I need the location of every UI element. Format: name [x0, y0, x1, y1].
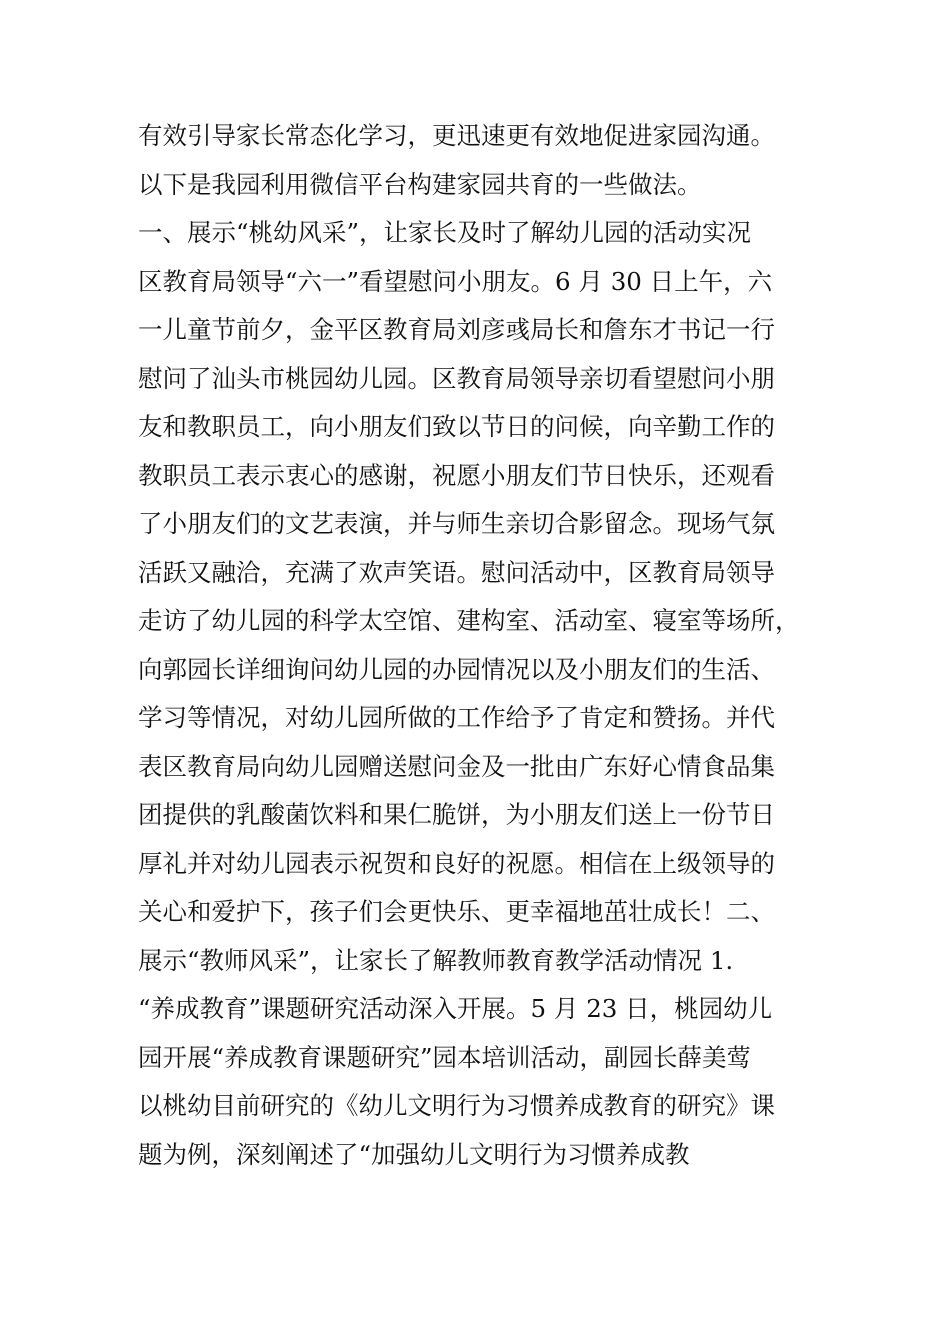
text-line: 区教育局领导“六一”看望慰问小朋友。6 月 30 日上午，六 [138, 266, 773, 296]
text-line: 一儿童节前夕，金平区教育局刘彦彧局长和詹东才书记一行 [138, 315, 775, 344]
text-line: “养成教育”课题研究活动深入开展。5 月 23 日，桃园幼儿 [138, 994, 773, 1023]
body-text [138, 112, 818, 1179]
text-line: 题为例，深刻阐述了“加强幼儿文明行为习惯养成教 [138, 1139, 690, 1169]
text-line: 向郭园长详细询问幼儿园的办园情况以及小朋友们的生活、 [138, 654, 775, 684]
text-line: 学习等情况，对幼儿园所做的工作给予了肯定和赞扬。并代 [138, 703, 775, 732]
section-heading-line: 一、展示“桃幼风采”，让家长及时了解幼儿园的活动实况 [138, 218, 752, 247]
text-line: 教职员工表示衷心的感谢，祝愿小朋友们节日快乐，还观看 [138, 460, 775, 490]
text-line: 以下是我园利用微信平台构建家园共育的一些做法。 [138, 169, 702, 199]
text-line: 园开展“养成教育课题研究”园本培训活动，副园长薛美莺 [138, 1042, 752, 1072]
text-line: 友和教职员工，向小朋友们致以节日的问候，向辛勤工作的 [138, 412, 775, 441]
text-line: 有效引导家长常态化学习，更迅速更有效地促进家园沟通。 [138, 121, 775, 150]
text-line: 了小朋友们的文艺表演，并与师生亲切合影留念。现场气氛 [138, 509, 775, 538]
text-line: 活跃又融洽，充满了欢声笑语。慰问活动中，区教育局领导 [138, 557, 775, 587]
text-line: 厚礼并对幼儿园表示祝贺和良好的祝愿。相信在上级领导的 [138, 848, 775, 878]
text-line: 展示“教师风采”，让家长了解教师教育教学活动情况 1. [138, 945, 734, 975]
text-line: 关心和爱护下，孩子们会更快乐、更幸福地茁壮成长！二、 [138, 897, 775, 926]
text-line: 以桃幼目前研究的《幼儿文明行为习惯养成教育的研究》课 [138, 1091, 775, 1120]
text-line: 慰问了汕头市桃园幼儿园。区教育局领导亲切看望慰问小朋 [138, 363, 775, 393]
text-line: 团提供的乳酸菌饮料和果仁脆饼，为小朋友们送上一份节日 [138, 800, 775, 829]
text-line: 表区教育局向幼儿园赠送慰问金及一批由广东好心情食品集 [138, 751, 775, 781]
text-line: 走访了幼儿园的科学太空馆、建构室、活动室、寝室等场所， [138, 606, 800, 635]
